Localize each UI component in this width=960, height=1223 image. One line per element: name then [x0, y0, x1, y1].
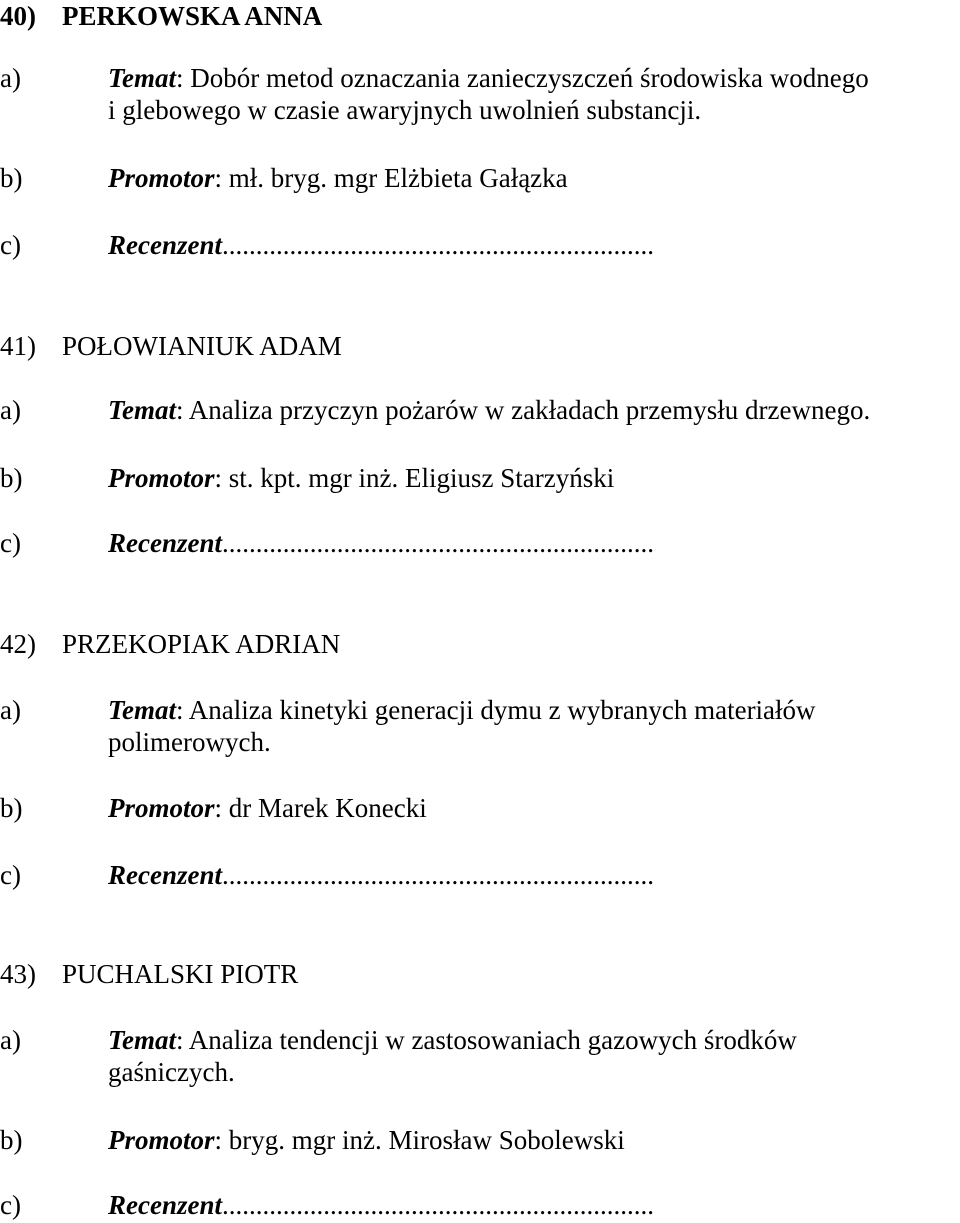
- entry-heading: [0, 628, 340, 660]
- entry-number: 42): [0, 629, 36, 659]
- topic-text: Analiza tendencji w zastosowaniach gazowych środków: [188, 1025, 797, 1055]
- entry-heading: [0, 330, 342, 362]
- document-page: 40) PERKOWSKA ANNA a) Temat: Dobór metod oznaczania zanieczyszczeń środowiska wodnego i glebowego w czasie awaryjnych uwolnień substancji. b) Promotor: mł. bryg. mgr Elżbieta Gałązka c) Recenzent................................................................ 41) POŁOWIANIUK ADAM a) Temat: Analiza przyczyn pożarów w zakładach przemysłu drzewnego. b) Promotor: st. kpt. mgr inż. Eligiusz Starzyński c) Recenzent................................................................ 42) PRZEKOPIAK ADRIAN a) Temat: Analiza kinetyki generacji dymu z wybranych materiałów polimerowych. b) Promotor: dr Marek Konecki c) Recenzent................................................................ 43) PUCHALSKI PIOTR a) Temat: Analiza tendencji w zastosowaniach gazowych środków gaśniczych. b) Promotor: bryg. mgr inż. Mirosław Sobolewski c) Recenzent................................................................: [0, 0, 960, 1223]
- reviewer-dots: ................................................................: [222, 1190, 654, 1220]
- item-letter: c): [0, 860, 21, 890]
- topic-text-continued: gaśniczych.: [108, 1057, 235, 1087]
- reviewer-dots: ................................................................: [222, 528, 654, 558]
- item-letter: a): [0, 63, 21, 93]
- reviewer-label: Recenzent: [108, 860, 222, 890]
- topic-text-continued: i glebowego w czasie awaryjnych uwolnień substancji.: [108, 95, 702, 125]
- promoter-label: Promotor: [108, 793, 215, 823]
- reviewer-label: Recenzent: [108, 528, 222, 558]
- entry-heading: [0, 958, 298, 990]
- promoter-label: Promotor: [108, 463, 215, 493]
- student-name: PUCHALSKI PIOTR: [62, 959, 299, 989]
- item-letter: a): [0, 1025, 21, 1055]
- item-letter: b): [0, 793, 23, 823]
- entry-number: 43): [0, 959, 36, 989]
- topic-content: Temat: Analiza kinetyki generacji dymu z wybranych materiałów polimerowych.: [108, 694, 953, 758]
- item-letter: c): [0, 528, 21, 558]
- promoter-name: mł. bryg. mgr Elżbieta Gałązka: [228, 163, 568, 193]
- topic-content: Temat: Analiza tendencji w zastosowaniach gazowych środków gaśniczych.: [108, 1024, 953, 1088]
- promoter-name: dr Marek Konecki: [228, 793, 427, 823]
- student-name: POŁOWIANIUK ADAM: [62, 331, 342, 361]
- student-name: PERKOWSKA ANNA: [62, 1, 323, 31]
- entry-heading: [0, 0, 322, 32]
- topic-text-continued: polimerowych.: [108, 727, 271, 757]
- topic-label: Temat: [108, 695, 177, 725]
- item-letter: b): [0, 463, 23, 493]
- item-letter: a): [0, 395, 21, 425]
- topic-content: Temat: Dobór metod oznaczania zanieczyszczeń środowiska wodnego i glebowego w czasie awaryjnych uwolnień substancji.: [108, 62, 953, 126]
- item-letter: b): [0, 1125, 23, 1155]
- reviewer-dots: ................................................................: [222, 230, 654, 260]
- topic-label: Temat: [108, 63, 177, 93]
- promoter-name: bryg. mgr inż. Mirosław Sobolewski: [228, 1125, 625, 1155]
- promoter-label: Promotor: [108, 1125, 215, 1155]
- item-letter: b): [0, 163, 23, 193]
- topic-text: Analiza kinetyki generacji dymu z wybranych materiałów: [188, 695, 816, 725]
- reviewer-label: Recenzent: [108, 1190, 222, 1220]
- promoter-name: st. kpt. mgr inż. Eligiusz Starzyński: [228, 463, 615, 493]
- promoter-label: Promotor: [108, 163, 215, 193]
- item-letter: c): [0, 230, 21, 260]
- reviewer-dots: ................................................................: [222, 860, 654, 890]
- entry-number: 40): [0, 1, 36, 31]
- topic-text: Analiza przyczyn pożarów w zakładach przemysłu drzewnego.: [188, 395, 871, 425]
- topic-label: Temat: [108, 395, 177, 425]
- item-letter: a): [0, 695, 21, 725]
- topic-label: Temat: [108, 1025, 177, 1055]
- entry-number: 41): [0, 331, 36, 361]
- student-name: PRZEKOPIAK ADRIAN: [62, 629, 341, 659]
- topic-content: Temat: Analiza przyczyn pożarów w zakładach przemysłu drzewnego.: [108, 395, 871, 425]
- item-letter: c): [0, 1190, 21, 1220]
- topic-text: Dobór metod oznaczania zanieczyszczeń środowiska wodnego: [190, 63, 869, 93]
- reviewer-label: Recenzent: [108, 230, 222, 260]
